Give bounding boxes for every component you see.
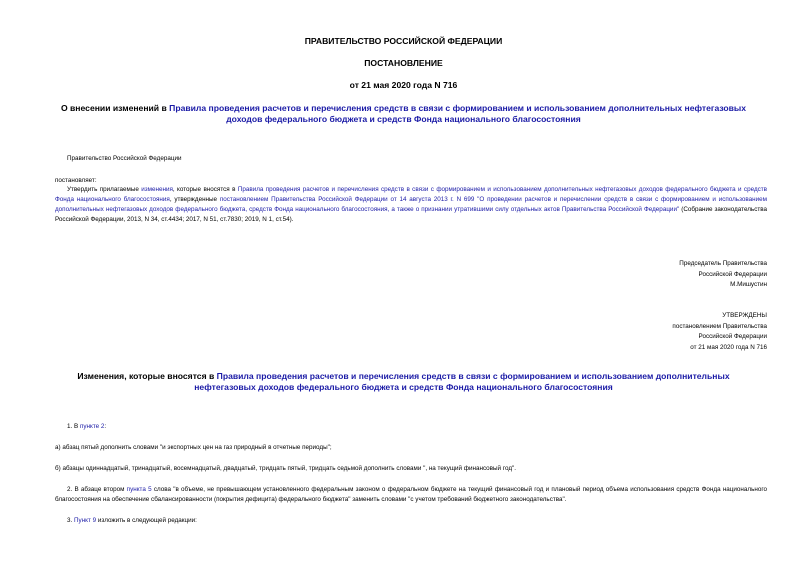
- signature-line1: Председатель Правительства: [679, 260, 767, 267]
- item3-suffix: изложить в следующей редакции:: [96, 517, 197, 524]
- approved-line3: Российской Федерации: [698, 333, 767, 340]
- title-prefix: О внесении изменений в: [60, 103, 170, 113]
- rules-link[interactable]: Правила проведения расчетов и перечисления средств в связи с формированием и использованием дополнительных нефтегазовых доходов федерального бюджета и средств Фонда национального благосостояния: [55, 186, 767, 203]
- changes-title-rules-link[interactable]: Правила проведения расчетов и перечисления средств в связи с формированием и использованием дополнительных нефтегазовых доходов федерального бюджета и средств Фонда национального благосостояния: [194, 371, 730, 392]
- point-5-link[interactable]: пункта 5: [126, 486, 152, 493]
- item-1b: б) абзацы одиннадцатый, тринадцатый, восемнадцатый, двадцатый, тридцать пятый, тридцать седьмой дополнить словами ", на текущий финансовый год".: [55, 465, 517, 472]
- document-date-number: от 21 мая 2020 года N 716: [349, 80, 458, 90]
- point-9-link[interactable]: Пункт 9: [74, 517, 97, 524]
- para-mid2: , утвержденные: [169, 196, 220, 203]
- approved-block: [672, 311, 767, 353]
- title-rules-link[interactable]: Правила проведения расчетов и перечисления средств в связи с формированием и использованием дополнительных нефтегазовых доходов федерального бюджета и средств Фонда национального благосостояния: [169, 103, 747, 124]
- item1-suffix: :: [104, 423, 107, 430]
- approved-line2: постановлением Правительства: [672, 322, 767, 330]
- changes-title-prefix: Изменения, которые вносятся в: [77, 371, 217, 381]
- resolves-text: постановляет:: [55, 177, 97, 184]
- intro-text: Правительство Российской Федерации: [67, 155, 182, 162]
- main-paragraph: [55, 185, 767, 225]
- document-title: [45, 103, 762, 125]
- item-3: [67, 516, 197, 526]
- signature-block: [679, 259, 767, 291]
- para-mid1: , которые вносятся в: [172, 186, 238, 193]
- signature-line2: Российской Федерации: [698, 270, 767, 278]
- decree-link[interactable]: постановлением Правительства Российской Федерации от 14 августа 2013 г. N 699 "О проведении расчетов и перечислении средств в связи с формированием и использованием дополнительных нефтегазовых доходов федерального бюджета, средств Фонда национального благосостояния, а также о признании утратившими силу отдельных актов Правительства Российской Федерации": [55, 196, 768, 213]
- item-2: [55, 485, 767, 505]
- signature-line3: М.Мишустин: [730, 281, 767, 288]
- item3-prefix: 3.: [67, 517, 75, 524]
- item1-prefix: 1. В: [67, 423, 80, 430]
- item2-prefix: 2. В абзаце втором: [67, 486, 127, 493]
- para-end: (Собрание законодательства Российской Федерации, 2013, N 34, ст.4434; 2017, N 51, ст.7830; 2019, N 1, ст.54).: [55, 206, 767, 223]
- item-1a: а) абзац пятый дополнить словами "и экспортных цен на газ природный в отчетные периоды";: [55, 444, 332, 451]
- approved-line4: от 21 мая 2020 года N 716: [690, 343, 767, 351]
- changes-title: [55, 371, 752, 393]
- item-1: [67, 422, 106, 432]
- approved-line1: УТВЕРЖДЕНЫ: [722, 312, 767, 319]
- changes-link[interactable]: изменения: [141, 186, 173, 193]
- point-2-link[interactable]: пункте 2: [79, 423, 105, 430]
- item2-text: слова "в объеме, не превышающем установленного федеральным законом о федеральном бюджете на текущий финансовый год и плановый период объема использования средств Фонда национального благосостояния на обеспечение сбалансированности (покрытия дефицита) федерального бюджета" заменить словами "с учетом требований бюджетного законодательства".: [55, 486, 767, 503]
- government-heading: ПРАВИТЕЛЬСТВО РОССИЙСКОЙ ФЕДЕРАЦИИ: [304, 36, 503, 46]
- document-type-heading: ПОСТАНОВЛЕНИЕ: [364, 58, 443, 68]
- para-start: Утвердить прилагаемые: [67, 186, 142, 193]
